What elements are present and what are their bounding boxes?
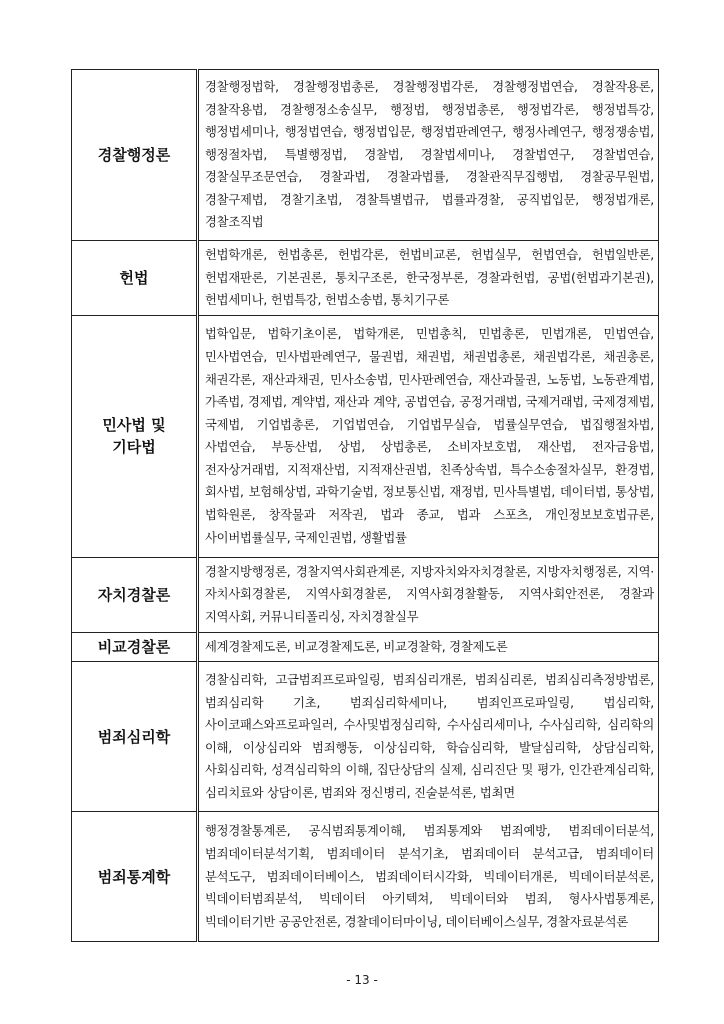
row-content-criminal-psychology: 경찰심리학, 고급범죄프로파일링, 범죄심리개론, 범죄심리론, 범죄심리측정방법론, 범죄심리학 기초, 범죄심리학세미나, 범죄인프로파일링, 법심리학, 사이코패스와프로파일러, 수사및법정심리학, 수사심리세미나, 수사심리학, 심리학의 이해, 이상심리와 범죄행동, 이상심리학, 학습심리학, 발달심리학, 상담심리학, 사회심리학, 성격심리학의 이해, 집단상담의 실제, 심리진단 및 평가, 인간관계심리학, 심리치료와 상담이론, 범죄와 정신병리, 진술분석론, 법최면 bbox=[198, 662, 659, 812]
row-content-police-administration: 경찰행정법학, 경찰행정법총론, 경찰행정법각론, 경찰행정법연습, 경찰작용론, 경찰작용법, 경찰행정소송실무, 행정법, 행정법총론, 행정법각론, 행정법특강, 행정법세미나, 행정법연습, 행정법입문, 행정법판례연구, 행정사례연구, 행정쟁송법, 행정절차법, 특별행정법, 경찰법, 경찰법세미나, 경찰법연구, 경찰법연습, 경찰실무조문연습, 경찰과법, 경찰과법률, 경찰관직무집행법, 경찰공무원법, 경찰구제법, 경찰기초법, 경찰특별법규, 법률과경찰, 공직법입문, 행정법개론, 경찰조직법 bbox=[198, 70, 659, 241]
row-label-autonomous-policing: 자치경찰론 bbox=[72, 557, 198, 632]
row-content-crime-statistics: 행정경찰통계론, 공식범죄통계이해, 범죄통계와 범죄예방, 범죄데이터분석, 범죄데이터분석기획, 범죄데이터 분석기초, 범죄데이터 분석고급, 범죄데이터 분석도구, 범죄데이터베이스, 범죄데이터시각화, 빅데이터개론, 빅데이터분석론, 빅데이터범죄분석, 빅데이터 아키텍쳐, 빅데이터와 범죄, 형사사법통계론, 빅데이터기반 공공안전론, 경찰데이터마이닝, 데이터베이스실무, 경찰자료분석론 bbox=[198, 812, 659, 942]
row-label-criminal-psychology: 범죄심리학 bbox=[72, 662, 198, 812]
page-number: - 13 - bbox=[346, 973, 378, 987]
row-content-comparative-policing: 세계경찰제도론, 비교경찰제도론, 비교경찰학, 경찰제도론 bbox=[198, 632, 659, 662]
row-label-comparative-policing: 비교경찰론 bbox=[72, 632, 198, 662]
table-row bbox=[72, 812, 659, 942]
table-row bbox=[72, 241, 659, 316]
row-content-autonomous-policing: 경찰지방행정론, 경찰지역사회관계론, 지방자치와자치경찰론, 지방자치행정론, 지역·자치사회경찰론, 지역사회경찰론, 지역사회경찰활동, 지역사회안전론, 경찰과 지역사회, 커뮤니티폴리싱, 자치경찰실무 bbox=[198, 557, 659, 632]
table-row bbox=[72, 632, 659, 662]
row-label-crime-statistics: 범죄통계학 bbox=[72, 812, 198, 942]
row-content-constitution: 헌법학개론, 헌법총론, 헌법각론, 헌법비교론, 헌법실무, 헌법연습, 헌법일반론, 헌법재판론, 기본권론, 통치구조론, 한국정부론, 경찰과헌법, 공법(헌법과기본권), 헌법세미나, 헌법특강, 헌법소송법, 통치기구론 bbox=[198, 241, 659, 316]
row-label-constitution: 헌법 bbox=[72, 241, 198, 316]
row-label-police-administration: 경찰행정론 bbox=[72, 70, 198, 241]
table-row bbox=[72, 315, 659, 557]
subject-table bbox=[71, 69, 659, 942]
table-row bbox=[72, 70, 659, 241]
table-row bbox=[72, 557, 659, 632]
row-label-civil-and-other-law: 민사법 및 기타법 bbox=[72, 315, 198, 557]
row-content-civil-and-other-law: 법학입문, 법학기초이론, 법학개론, 민법총칙, 민법총론, 민법개론, 민법연습, 민사법연습, 민사법판례연구, 물권법, 채권법, 채권법총론, 채권법각론, 채권총론, 채권각론, 재산과채권, 민사소송법, 민사판례연습, 재산과물권, 노동법, 노동관계법, 가족법, 경제법, 계약법, 재산과 계약, 공법연습, 공정거래법, 국제거래법, 국제경제법, 국제법, 기업법총론, 기업법연습, 기업법무실습, 법률실무연습, 법집행절차법, 사법연습, 부동산법, 상법, 상법총론, 소비자보호법, 재산법, 전자금융법, 전자상거래법, 지적재산법, 지적재산권법, 친족상속법, 특수소송절차실무, 환경법, 회사법, 보험해상법, 과학기술법, 정보통신법, 재정법, 민사특별법, 데이터법, 통상법, 법학원론, 창작물과 저작권, 법과 종교, 법과 스포츠, 개인정보보호법규론, 사이버법률실무, 국제인권법, 생활법률 bbox=[198, 315, 659, 557]
table-row bbox=[72, 662, 659, 812]
